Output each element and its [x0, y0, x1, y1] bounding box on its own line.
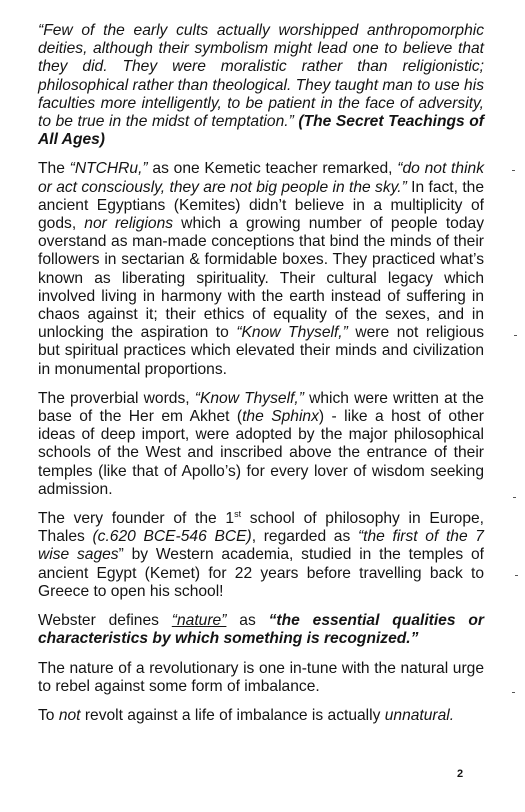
text-run: as: [226, 612, 269, 630]
paragraph-thales: [38, 510, 484, 601]
page-body: [38, 22, 484, 736]
text-run: school of philosophy in Europe, Thales: [38, 510, 484, 546]
page-number: 2: [457, 768, 464, 780]
italic-run: “Know Thyself,”: [194, 389, 304, 407]
italic-run: (c.620 BCE-546 BCE): [92, 528, 252, 546]
text-run: The nature of a revolutionary is one in-tune with the natural urge to rebel against some form of imbalance.: [38, 659, 484, 695]
text-run: , regarded as: [251, 528, 358, 546]
italic-run: “NTCHRu,”: [69, 160, 148, 178]
text-run: revolt against a life of imbalance is actually: [80, 706, 385, 724]
scan-speck: [512, 170, 515, 171]
italic-run: not: [58, 706, 81, 724]
italic-run: the Sphinx: [242, 408, 319, 426]
paragraph-closing: [38, 707, 484, 725]
text-run: as one Kemetic teacher remarked,: [147, 160, 398, 178]
text-run: which were written at the base of the Her em Akhet (: [38, 389, 484, 426]
scan-speck: [514, 335, 517, 336]
italic-run: “the first of the 7 wise sages: [38, 528, 484, 564]
scan-speck: [512, 692, 515, 693]
italic-run: “do not think or act consciously, they are not big people in the sky.”: [38, 160, 484, 196]
paragraph-webster: [38, 612, 484, 648]
text-run: The: [38, 160, 70, 178]
scan-speck: [515, 575, 518, 576]
scan-speck: [513, 497, 516, 498]
paragraph-revolutionary: [38, 660, 484, 696]
text-run: were not religious but spiritual practices which elevated their minds and civilization in monumental proportions.: [38, 324, 484, 378]
text-run: The very founder of the 1: [38, 510, 235, 528]
text-run: In fact, the ancient Egyptians (Kemites) didn’t believe in a multiplicity of gods,: [38, 178, 484, 233]
italic-run: unnatural.: [384, 706, 455, 724]
text-run: ” by Western academia, studied in the temples of ancient Egypt (Kemet) for 22 years before travelling back to Greece to open his school!: [38, 546, 485, 600]
text-run: ) - like a host of other ideas of deep import, were adopted by the major philosophical schools of the West and inscribed above the entrance of their temples (like that of Apollo’s) for every lover of wisdom seeking admission.: [38, 408, 484, 498]
quote-text: “Few of the early cults actually worshipped anthropomorphic deities, although their symbolism might lead one to believe that they did. They were moralistic rather than religionistic; philosophical rather than theological. They taught man to use his faculties more intelligently, to be patient in the face of adversity, to be true in the midst of temptation.”: [38, 22, 484, 131]
quote-source: (The Secret Teachings of All Ages): [38, 113, 484, 149]
text-run: To: [38, 706, 59, 724]
underlined-term: “nature”: [171, 612, 227, 630]
paragraph-ntchru: [38, 160, 484, 378]
text-run: which a growing number of people today overstand as man-made conceptions that bind the minds of their followers in sectarian & formidable boxes. They practiced what’s known as liberating spirituality. Their cultural legacy which involved living in harmony with the earth instead of suffering in chaos against it; their ethics of equality of the sexes, and in unlocking the aspiration to: [38, 215, 485, 342]
paragraph-know-thyself: [38, 390, 484, 499]
text-run: The proverbial words,: [38, 389, 195, 407]
ordinal-suffix: st: [234, 509, 242, 520]
italic-run: nor religions: [84, 215, 174, 233]
italic-run: “Know Thyself,”: [236, 324, 348, 342]
text-run: Webster defines: [38, 612, 172, 630]
definition-text: “the essential qualities or characteristics by which something is recognized.”: [38, 612, 484, 648]
paragraph-opening-quote: [38, 22, 484, 149]
